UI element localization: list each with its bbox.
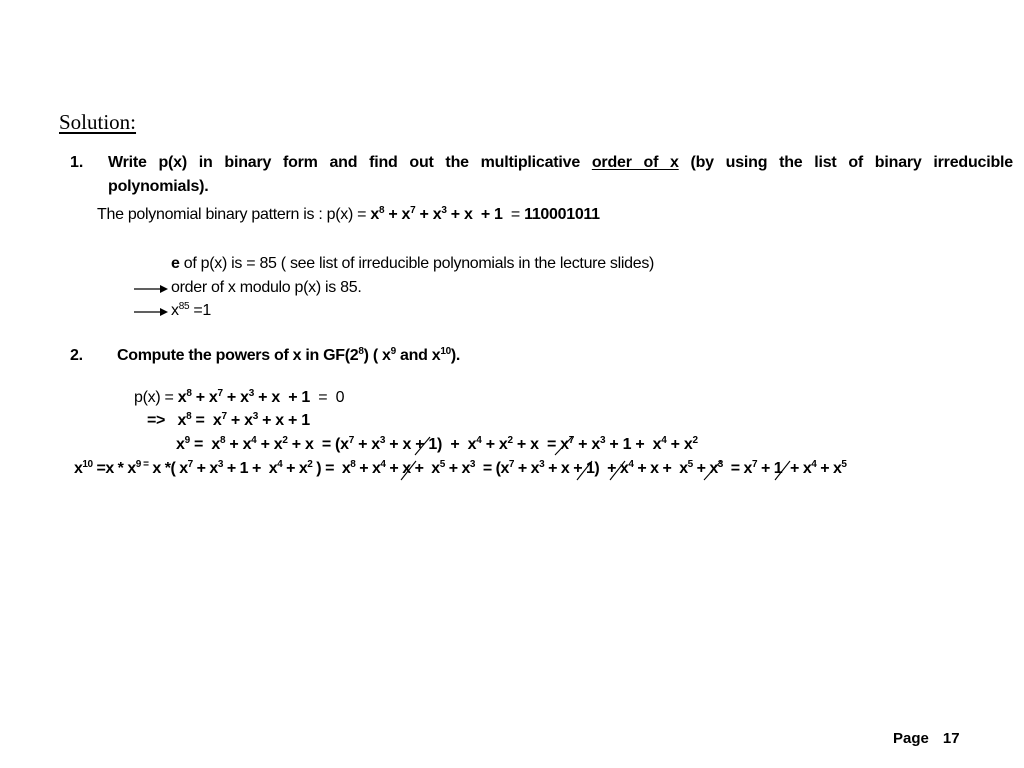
x85-line [171,302,211,320]
item-1-text-line2: polynomials). [108,178,209,195]
page-footer [893,730,960,747]
x85-base: x [171,302,179,319]
item-1-text [108,154,1013,172]
equation-x8: => $x^8 = x^7 + x^3 + x + 1$ [147,411,310,429]
pattern-value: 110001011 [524,206,600,223]
px-polynomial: $x^8 + x^7 + x^3 + x + 1$ [370,205,503,223]
item-1-text-before: Write p(x) in binary form and find out the multiplicative [108,154,581,171]
binary-pattern-line: The polynomial binary pattern is : $p(x) = x^8 + x^7 + x^3 + x + 1 = 110001011$ [97,205,600,223]
x85-rest: =1 [193,302,212,319]
item-1-number: 1. [70,154,84,171]
implies-arrow-icon [133,283,169,295]
item-2-text: Compute the powers of x in $GF(2^8)$ ( $x^9$ and $x^{10}$). [117,346,461,364]
implies-arrow-icon [133,306,169,318]
solution-heading: Solution: [59,110,137,134]
item-1-order-of-x: order of x [591,154,679,171]
pattern-label: The polynomial binary pattern is : p(x) = [97,206,367,223]
e-line [171,255,654,273]
x85-exp: 85 [178,301,190,312]
e-text: of p(x) is = 85 ( see list of irreducible polynomials in the lecture slides) [183,255,655,272]
order-line: order of x modulo p(x) is 85. [171,279,362,296]
page-label: Page [893,730,929,747]
equation-x10: $x^{10} =x * x^{9 =}$ x *( $x^7 + x^3 + 1 + x^4 + x^2$ ) = $x^8 + x^4 + x + x^5 + x^3 = (x^7 + x^3 + x + 1) + x^4 + x + x^5 + x^3 = x^7 + 1 + x^4 + x^5$ [74,459,847,477]
page-number: 17 [942,730,960,747]
item-2-number: 2. [70,347,83,364]
e-label: e [171,255,180,272]
equation-px-zero: $p(x) = x^8 + x^7 + x^3 + x + 1 = 0$ [134,388,345,406]
item-1-text-after: (by using the list of binary irreducible [690,154,1013,171]
equation-x9: $x^9 = x^8 + x^4 + x^2 + x = (x^7 + x^3 + x + 1) + x^4 + x^2 + x = x^7 + x^3 + 1 + x^4 + x^2$ [176,435,698,453]
